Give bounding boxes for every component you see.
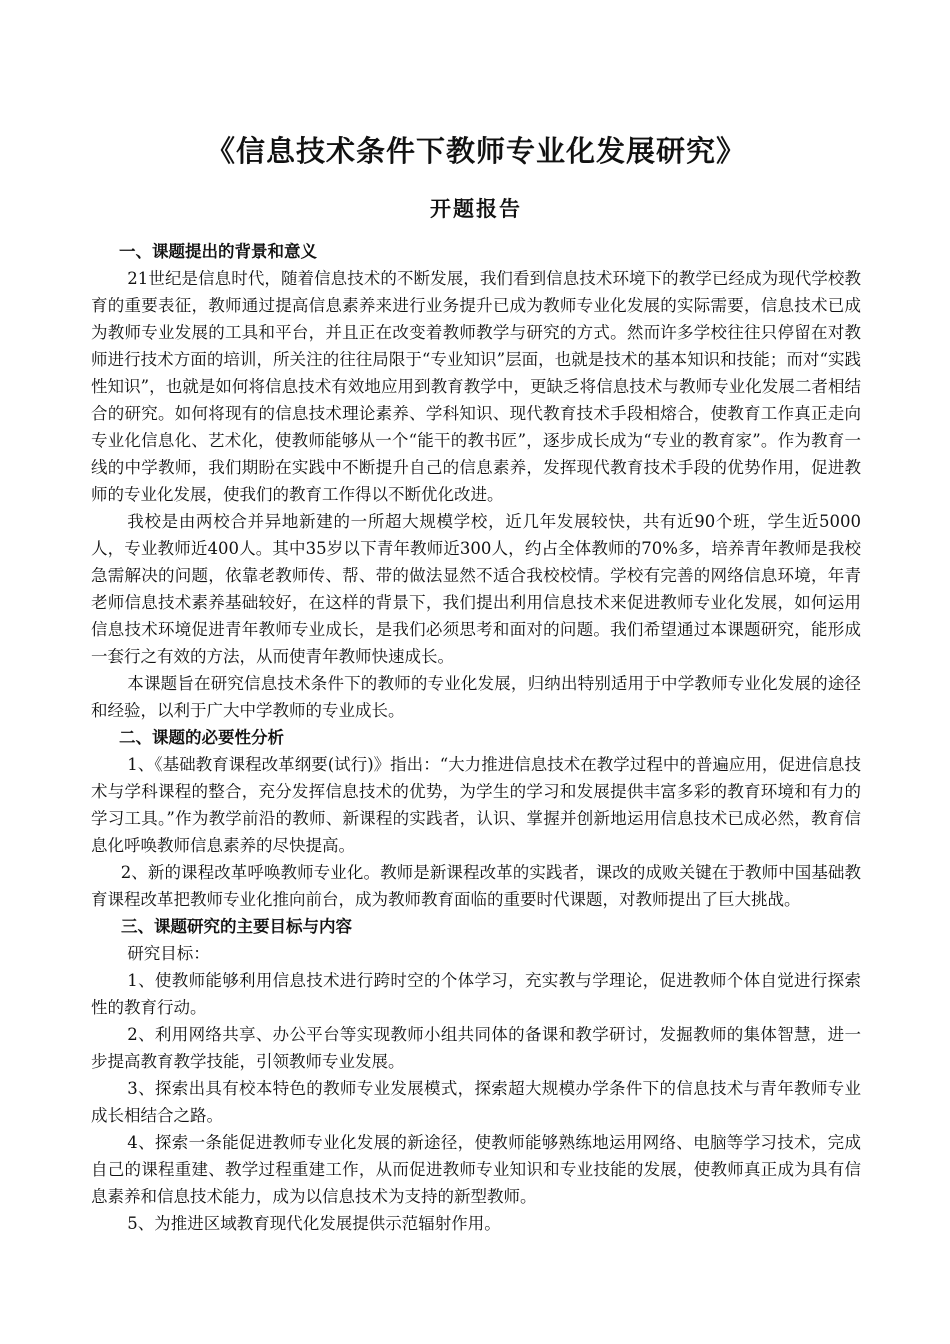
- goal-item: 1、使教师能够利用信息技术进行跨时空的个体学习，充实教与学理论，促进教师个体自觉进行探索性的教育行动。: [91, 971, 861, 1017]
- goal-item: 3、探索出具有校本特色的教师专业发展模式，探索超大规模办学条件下的信息技术与青年教师专业成长相结合之路。: [91, 1079, 861, 1125]
- paragraph: 本课题旨在研究信息技术条件下的教师的专业化发展，归纳出特别适用于中学教师专业化发展的途径和经验，以利于广大中学教师的专业成长。: [91, 674, 861, 720]
- goal-item: 4、探索一条能促进教师专业化发展的新途径，使教师能够熟练地运用网络、电脑等学习技术，完成自己的课程重建、教学过程重建工作，从而促进教师专业知识和专业技能的发展，使教师真正成为具有信息素养和信息技术能力，成为以信息技术为支持的新型教师。: [91, 1133, 861, 1206]
- paragraph-label-goals: 研究目标：: [127, 944, 210, 963]
- goal-item: 5、为推进区域教育现代化发展提供示范辐射作用。: [127, 1214, 501, 1233]
- document-body: [91, 238, 861, 1237]
- document-title: 《信息技术条件下教师专业化发展研究》: [205, 134, 746, 168]
- paragraph: 1、《基础教育课程改革纲要(试行)》指出：“大力推进信息技术在教学过程中的普遍应用，促进信息技术与学科课程的整合，充分发挥信息技术的优势，为学生的学习和发展提供丰富多彩的教育环境和有力的学习工具。”作为教学前沿的教师、新课程的实践者，认识、掌握并创新地运用信息技术已成必然，教育信息化呼唤教师信息素养的尽快提高。: [91, 755, 861, 855]
- goal-item: 2、利用网络共享、办公平台等实现教师小组共同体的备课和教学研讨，发掘教师的集体智慧，进一步提高教育教学技能，引领教师专业发展。: [91, 1025, 861, 1071]
- document-page: [91, 0, 861, 1237]
- paragraph: 21世纪是信息时代，随着信息技术的不断发展，我们看到信息技术环境下的教学已经成为现代学校教育的重要表征，教师通过提高信息素养来进行业务提升已成为教师专业化发展的实际需要，信息技术已成为教师专业发展的工具和平台，并且正在改变着教师教学与研究的方式。然而许多学校往往只停留在对教师进行技术方面的培训，所关注的往往局限于“专业知识”层面，也就是技术的基本知识和技能；而对“实践性知识”，也就是如何将信息技术有效地应用到教育教学中，更缺乏将信息技术与教师专业化发展二者相结合的研究。如何将现有的信息技术理论素养、学科知识、现代教育技术手段相熔合，使教育工作真正走向专业化信息化、艺术化，使教师能够从一个“能干的教书匠”，逐步成长成为“专业的教育家”。作为教育一线的中学教师，我们期盼在实践中不断提升自己的信息素养，发挥现代教育技术手段的优势作用，促进教师的专业化发展，使我们的教育工作得以不断优化改进。: [91, 269, 861, 504]
- paragraph: 我校是由两校合并异地新建的一所超大规模学校，近几年发展较快，共有近90个班，学生近5000人，专业教师近400人。其中35岁以下青年教师近300人，约占全体教师的70%多，培养青年教师是我校急需解决的问题，依靠老教师传、帮、带的做法显然不适合我校校情。学校有完善的网络信息环境，年青老师信息技术素养基础较好，在这样的背景下，我们提出利用信息技术来促进教师专业化发展，如何运用信息技术环境促进青年教师专业成长，是我们必须思考和面对的问题。我们希望通过本课题研究，能形成一套行之有效的方法，从而使青年教师快速成长。: [91, 512, 861, 666]
- paragraph: 2、新的课程改革呼唤教师专业化。教师是新课程改革的实践者，课改的成败关键在于教师中国基础教育课程改革把教师专业化推向前台，成为教师教育面临的重要时代课题，对教师提出了巨大挑战。: [91, 863, 861, 909]
- section-heading-goals: 三、课题研究的主要目标与内容: [121, 917, 352, 936]
- section-heading-necessity: 二、课题的必要性分析: [119, 728, 284, 747]
- section-heading-background: 一、课题提出的背景和意义: [119, 242, 317, 261]
- document-subtitle: 开题报告: [430, 196, 522, 221]
